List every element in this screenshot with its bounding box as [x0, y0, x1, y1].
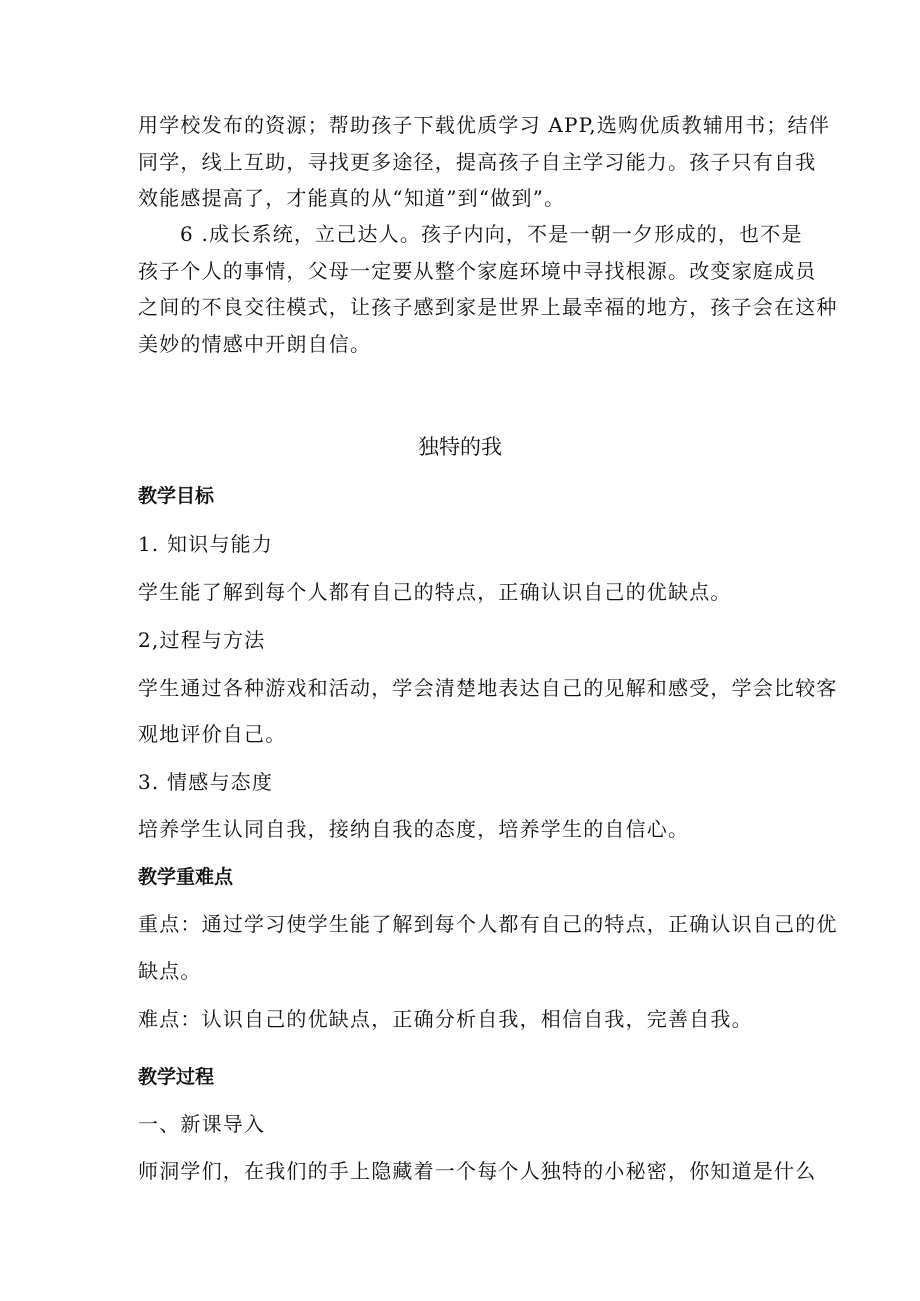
objectives-heading: 教学目标 [138, 485, 215, 507]
objective-2-text-line-2: 观地评价自己。 [138, 722, 287, 746]
keypoints-heading: 教学重难点 [138, 866, 234, 888]
objective-2-text-line-1: 学生通过各种游戏和活动，学会清楚地表达自己的见解和感受，学会比较客 [138, 676, 838, 700]
objective-1-text: 学生能了解到每个人都有自己的特点，正确认识自己的优缺点。 [138, 580, 732, 604]
difficulty-line: 难点：认识自己的优缺点，正确分析自我，相信自我，完善自我。 [138, 1007, 753, 1031]
intro-line-4: 6 .成长系统，立己达人。孩子内向，不是一朝一夕形成的，也不是 [180, 222, 803, 246]
intro-line-1: 用学校发布的资源；帮助孩子下载优质学习 APP,选购优质教辅用书；结伴 [138, 113, 831, 137]
objective-1-title: 1. 知识与能力 [138, 532, 274, 556]
intro-line-7: 美妙的情感中开朗自信。 [138, 332, 372, 356]
objective-2-title: 2,过程与方法 [138, 628, 266, 652]
lesson-title: 独特的我 [418, 435, 502, 459]
keypoint-line-1: 重点：通过学习使学生能了解到每个人都有自己的特点，正确认识自己的优 [138, 912, 838, 936]
intro-line-2: 同学，线上互助，寻找更多途径，提高孩子自主学习能力。孩子只有自我 [138, 150, 817, 174]
keypoint-line-2: 缺点。 [138, 959, 202, 983]
process-text: 师洞学们，在我们的手上隐藏着一个每个人独特的小秘密，你知道是什么 [138, 1159, 817, 1183]
intro-line-6: 之间的不良交往模式，让孩子感到家是世界上最幸福的地方，孩子会在这种 [138, 295, 838, 319]
intro-line-3: 效能感提高了，才能真的从“知道”到“做到”。 [138, 186, 566, 210]
intro-line-5: 孩子个人的事情，父母一定要从整个家庭环境中寻找根源。改变家庭成员 [138, 259, 817, 283]
objective-3-title: 3. 情感与态度 [138, 770, 274, 794]
process-heading: 教学过程 [138, 1066, 215, 1088]
objective-3-text: 培养学生认同自我，接纳自我的态度，培养学生的自信心。 [138, 817, 690, 841]
process-step-1: 一、新课导入 [138, 1112, 266, 1136]
